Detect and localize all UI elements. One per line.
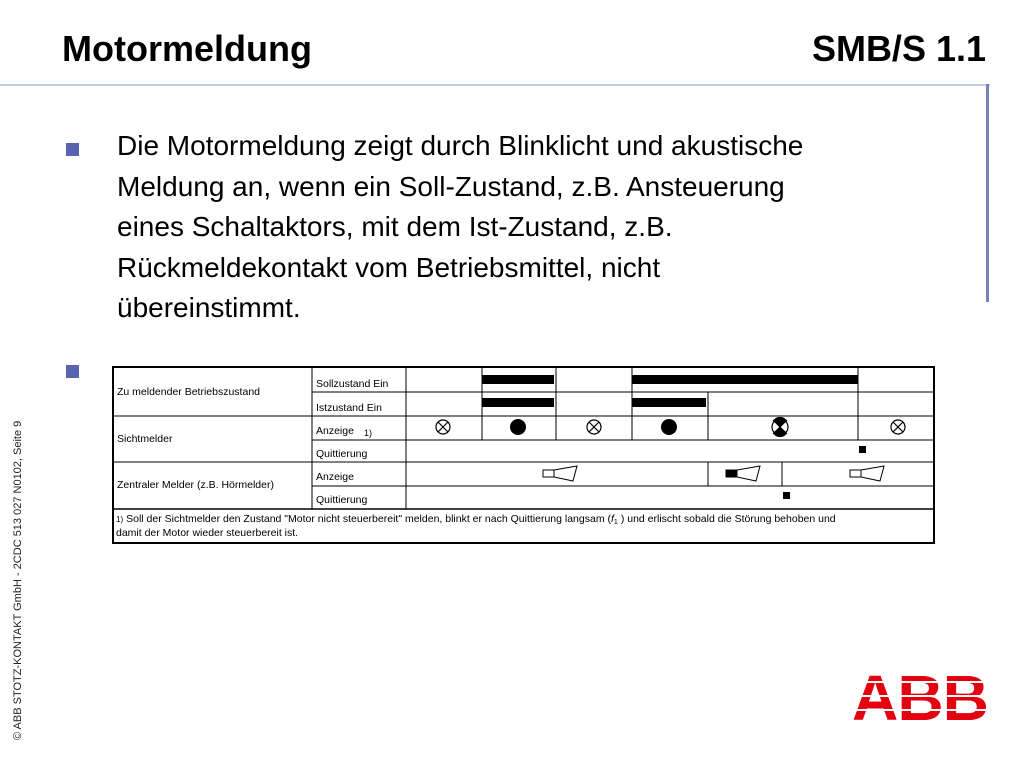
product-name: SMB/S 1.1 [811,28,986,69]
row-label: Quittierung [316,448,368,460]
side-rule [986,84,989,302]
footnote-text-line2: damit der Motor wieder steuerbereit ist. [116,527,299,539]
ist-signal-bar [632,398,706,407]
group-label: Zu meldender Betriebszustand [117,386,260,398]
paragraph-line: Die Motormeldung zeigt durch Blinklicht und akustische [117,130,804,161]
body-paragraph [117,126,967,329]
row-label: Sollzustand Ein [316,378,389,390]
group-label: Zentraler Melder (z.B. Hörmelder) [117,479,274,491]
paragraph-line: übereinstimmt. [117,292,301,323]
footnote-marker: 1) [116,515,124,524]
footnote-part2: ) und erlischt sobald die Störung behoben und [620,513,836,525]
footnote-part1: Soll der Sichtmelder den Zustand "Motor nicht steuerbereit" melden, blinkt er nach Quittierung langsam ( [126,513,611,525]
copyright-note: © ABB STOTZ-KONTAKT GmbH - 2CDC 513 027 N0102, Seite 9 [12,420,24,740]
bullet-icon [66,365,79,378]
lamp-on-icon [510,419,526,435]
soll-signal-bar [482,375,554,384]
logo-wordmark: ABB [852,668,988,724]
paragraph-line: eines Schaltaktors, mit dem Ist-Zustand, z.B. [117,211,673,242]
row-label: Anzeige [316,471,354,483]
slide-title: Motormeldung [62,28,312,69]
row-label: Anzeige [316,425,354,437]
footnote-subscript: 1 [613,519,618,526]
paragraph-line: Rückmeldekontakt vom Betriebsmittel, nicht [117,251,661,283]
signal-timing-diagram [112,366,936,546]
row-label-ref: 1) [364,428,373,438]
row-label: Istzustand Ein [316,402,382,414]
group-label: Sichtmelder [117,433,173,445]
paragraph-line: Meldung an, wenn ein Soll-Zustand, z.B. Ansteuerung [117,170,785,202]
soll-signal-bar [632,375,858,384]
acknowledge-pulse [783,492,790,499]
footnote-text [116,513,836,526]
ist-signal-bar [482,398,554,407]
bullet-icon [66,143,79,156]
acknowledge-pulse [859,446,866,453]
header-rule [0,84,990,86]
row-label: Quittierung [316,494,368,506]
lamp-on-icon [661,419,677,435]
lamp-blinking-icon [772,417,788,437]
footnote-symbol: f [611,513,614,525]
abb-logo [852,668,992,724]
